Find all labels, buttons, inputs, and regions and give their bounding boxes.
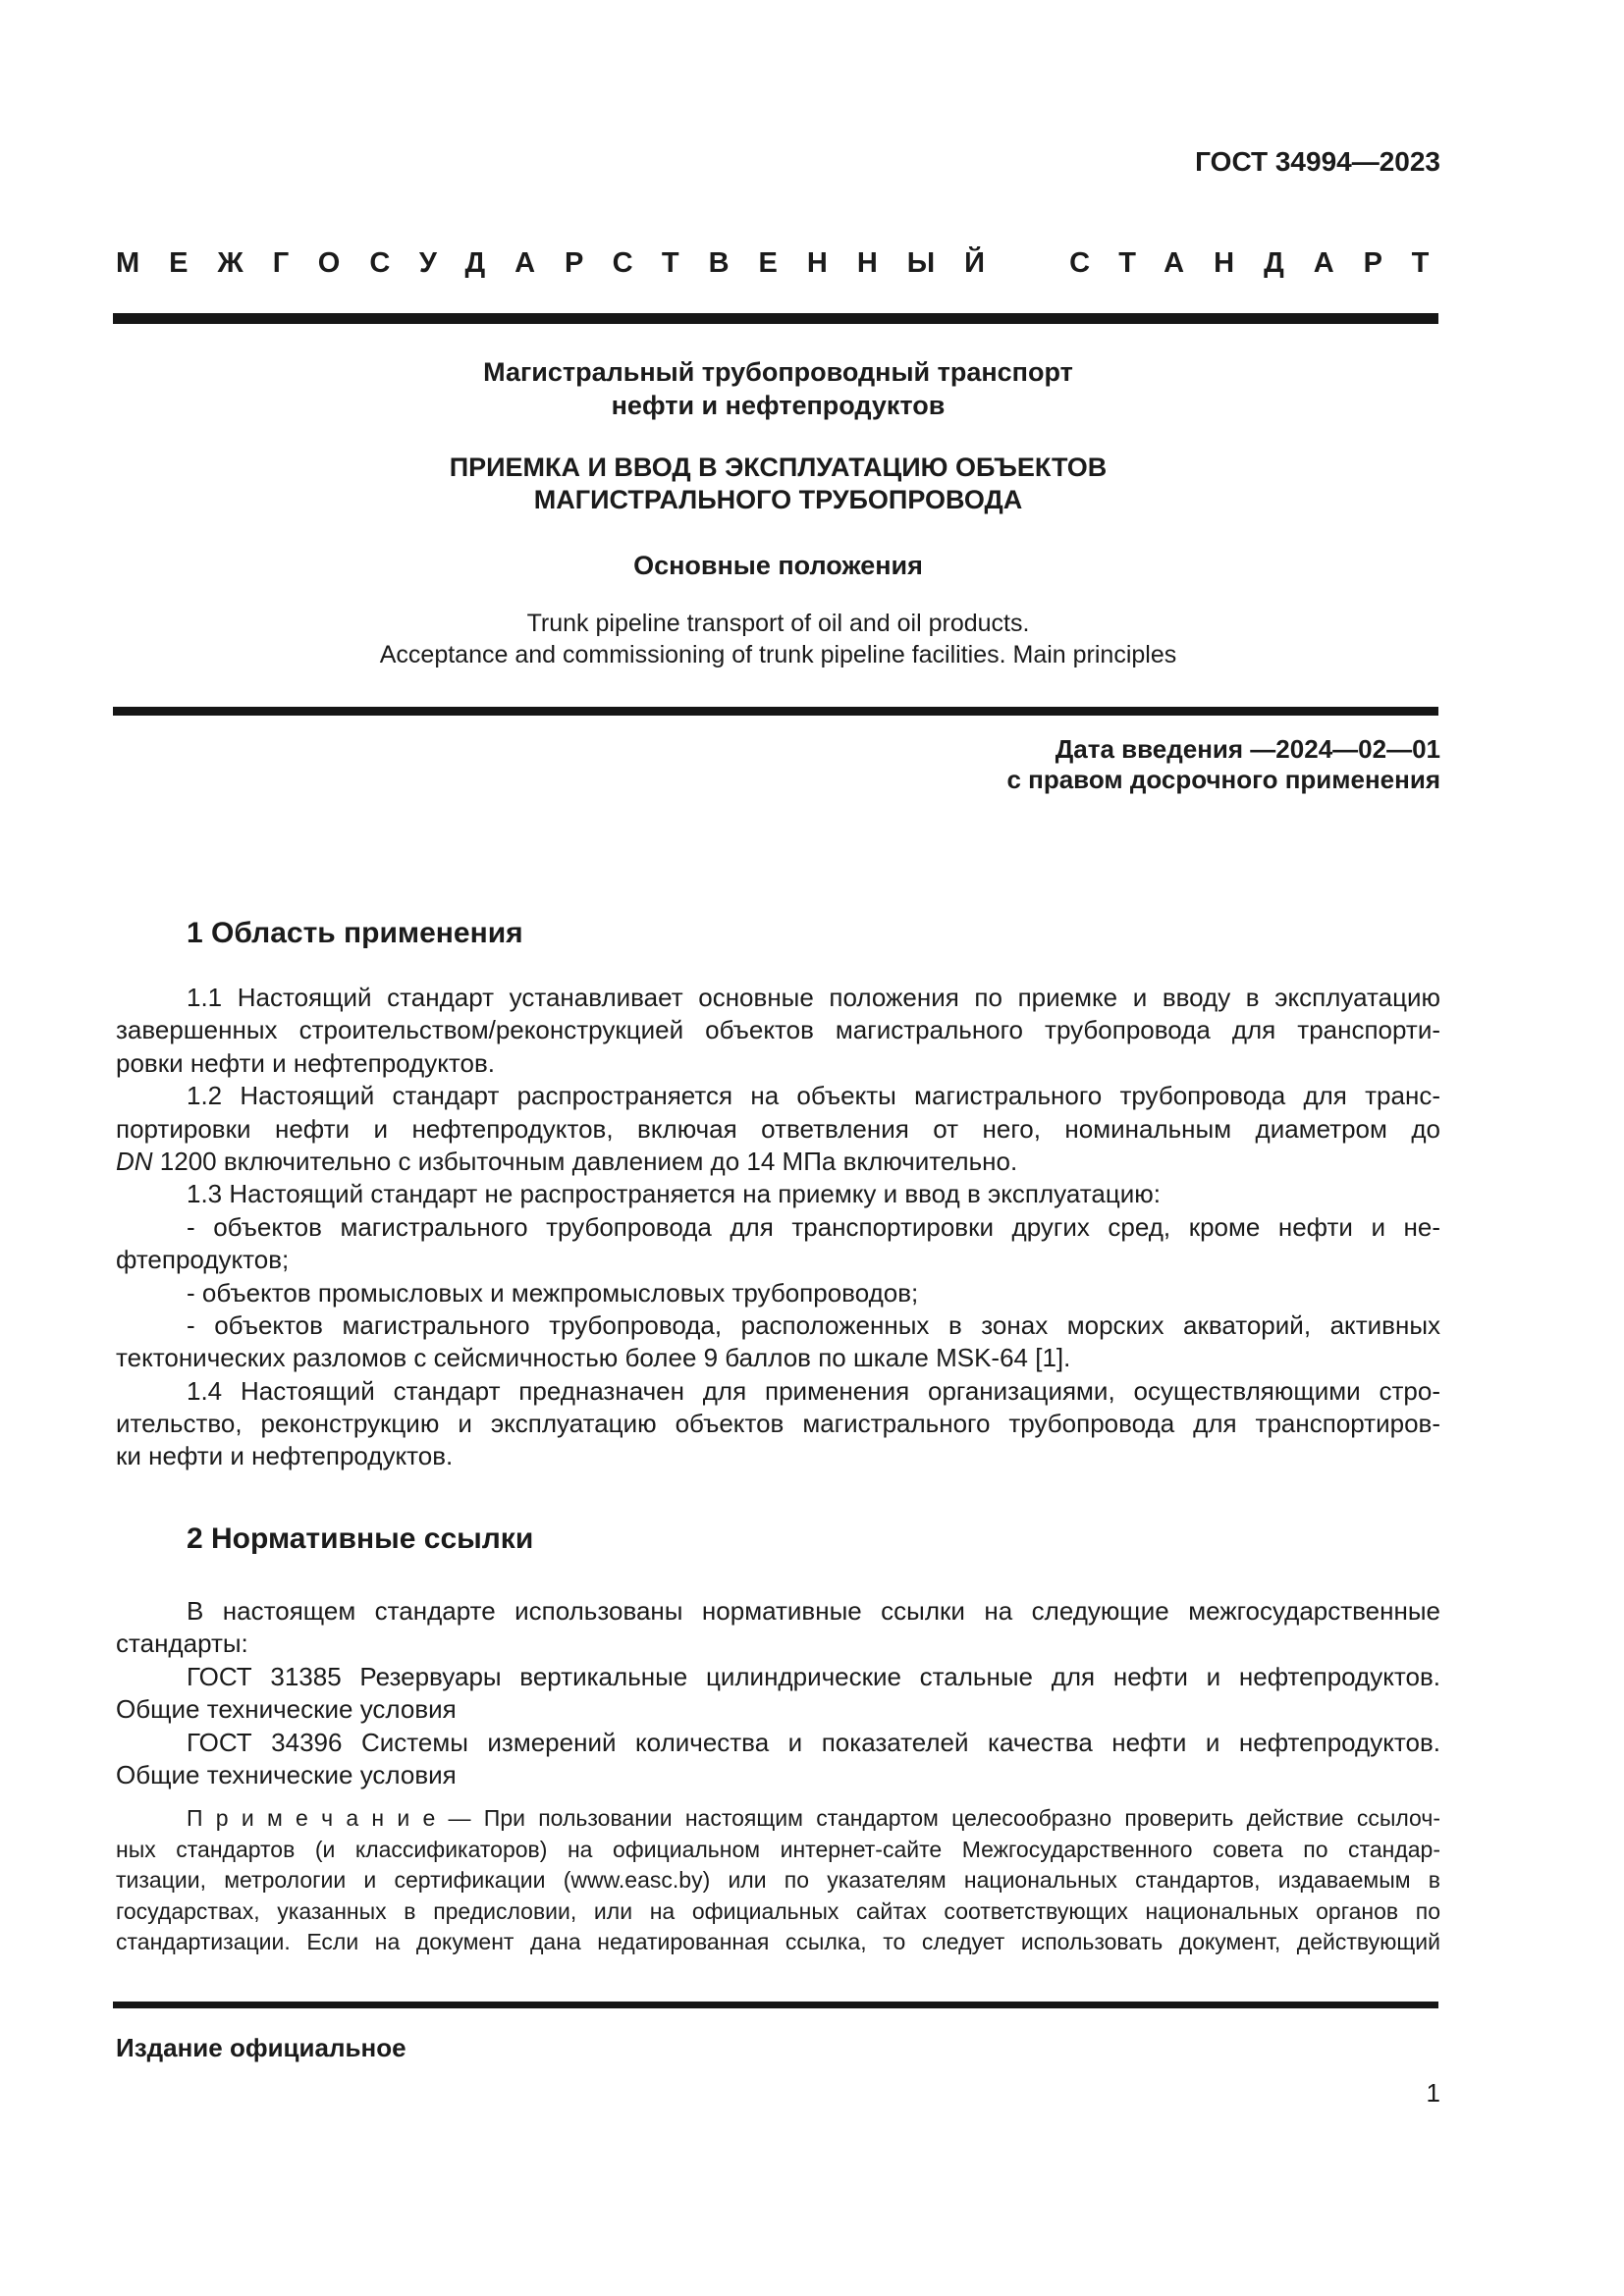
body-line: 1.3 Настоящий стандарт не распространяется на приемку и ввод в эксплуатацию: — [187, 1179, 1161, 1209]
body-line: стандарты: — [116, 1629, 248, 1659]
effective-date — [1006, 734, 1440, 795]
page-number: 1 — [1426, 2078, 1440, 2108]
note-line: ных стандартов (и классификаторов) на официальном интернет-сайте Межгосударственного совета по стандар- — [116, 1836, 1440, 1862]
body-line: ительство, реконструкцию и эксплуатацию объектов магистрального трубопровода для транспортиров- — [116, 1409, 1440, 1439]
body-line: Общие технические условия — [116, 1759, 457, 1789]
effective-date-line2: с правом досрочного применения — [1006, 765, 1440, 794]
body-line: 1.1 Настоящий стандарт устанавливает основные положения по приемке и вводу в эксплуатацию — [187, 983, 1440, 1012]
body-line: 1.2 Настоящий стандарт распространяется на объекты магистрального трубопровода для транс- — [187, 1081, 1440, 1111]
subtitle: Основные положения — [633, 551, 923, 580]
standard-number: ГОСТ 34994—2023 — [1195, 146, 1440, 177]
main-title-line1: ПРИЕМКА И ВВОД В ЭКСПЛУАТАЦИЮ ОБЪЕКТОВ — [449, 453, 1108, 482]
body-line: 1.4 Настоящий стандарт предназначен для применения организациями, осуществляющими стро- — [187, 1375, 1440, 1406]
body-line: портировки нефти и нефтепродуктов, включая ответвления от него, номинальным диаметром до — [116, 1113, 1440, 1144]
english-title-line1: Trunk pipeline transport of oil and oil products. — [526, 610, 1030, 637]
body-line: - объектов магистрального трубопровода, расположенных в зонах морских акваторий, активных — [187, 1309, 1440, 1340]
section-1-body — [116, 982, 1440, 1473]
body-line: ки нефти и нефтепродуктов. — [116, 1441, 454, 1471]
note-line: государствах, указанных в предисловии, или на официальных сайтах соответствующих национальных органов по — [116, 1897, 1440, 1924]
effective-date-line1: Дата введения —2024—02—01 — [1055, 734, 1440, 764]
main-title-line2: МАГИСТРАЛЬНОГО ТРУБОПРОВОДА — [533, 485, 1023, 514]
body-line: ГОСТ 31385 Резервуары вертикальные цилиндрические стальные для нефти и нефтепродуктов. — [187, 1661, 1440, 1691]
title-rule — [113, 707, 1438, 716]
section-2-body — [116, 1595, 1440, 1791]
note-block — [116, 1803, 1440, 1958]
body-line: ГОСТ 34396 Системы измерений количества и показателей качества нефти и нефтепродуктов. — [187, 1727, 1440, 1757]
body-line: завершенных строительством/реконструкцией объектов магистрального трубопровода для транспорти- — [116, 1015, 1440, 1045]
note-line: стандартизации. Если на документ дана недатированная ссылка, то следует использовать документ, действующий — [116, 1929, 1440, 1955]
body-line: - объектов промысловых и межпромысловых трубопроводов; — [187, 1277, 919, 1308]
edition-note: Издание официальное — [116, 2033, 406, 2062]
body-line: В настоящем стандарте использованы нормативные ссылки на следующие межгосударственные — [187, 1596, 1440, 1626]
note-line: П р и м е ч а н и е — При пользовании настоящим стандартом целесообразно проверить действие ссылоч- — [187, 1805, 1440, 1831]
standard-type-banner: МЕЖГОСУДАРСТВЕННЫЙ СТАНДАРТ — [116, 247, 1459, 279]
body-line: фтепродуктов; — [116, 1245, 290, 1275]
subject-title-line2: нефти и нефтепродуктов — [611, 391, 946, 420]
section-1-heading: 1 Область применения — [187, 917, 523, 949]
subject-title-line1: Магистральный трубопроводный транспорт — [483, 357, 1073, 387]
english-title-line2: Acceptance and commissioning of trunk pipeline facilities. Main principles — [379, 641, 1177, 668]
section-2-heading: 2 Нормативные ссылки — [187, 1522, 534, 1555]
footer-rule — [113, 2002, 1438, 2008]
top-rule — [113, 313, 1438, 324]
note-line: тизации, метрологии и сертификации (www.easc.by) или по указателям национальных стандартов, издаваемым в — [116, 1867, 1440, 1894]
body-line: Общие технические условия — [116, 1694, 457, 1725]
body-line: ровки нефти и нефтепродуктов. — [116, 1047, 495, 1078]
body-line: DN 1200 включительно с избыточным давлением до 14 МПа включительно. — [116, 1146, 1018, 1176]
body-line: - объектов магистрального трубопровода для транспортировки других сред, кроме нефти и не- — [187, 1211, 1440, 1242]
body-line: тектонических разломов с сейсмичностью более 9 баллов по шкале MSK-64 [1]. — [116, 1343, 1071, 1373]
